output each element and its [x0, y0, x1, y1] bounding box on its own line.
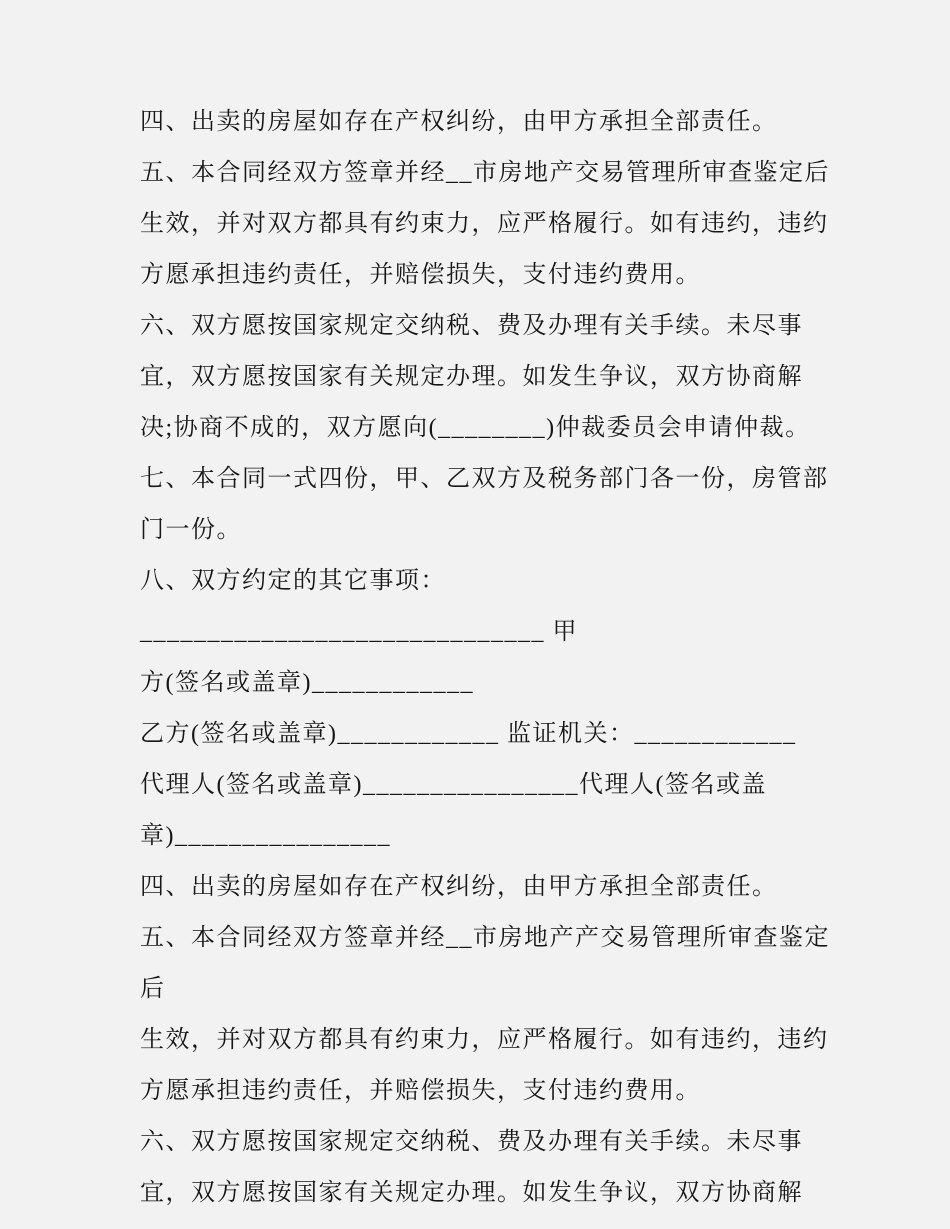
contract-line: 五、本合同经双方签章并经__市房地产交易管理所审查鉴定后 [140, 160, 830, 186]
contract-line: 四、出卖的房屋如存在产权纠纷，由甲方承担全部责任。 [140, 109, 778, 135]
contract-line: 八、双方约定的其它事项：______________________________ 甲 [140, 568, 578, 645]
contract-line: 宜，双方愿按国家有关规定办理。如发生争议，双方协商解 [140, 364, 803, 390]
contract-line: 七、本合同一式四份，甲、乙双方及税务部门各一份，房管部 [140, 466, 829, 492]
contract-line: 四、出卖的房屋如存在产权纠纷，由甲方承担全部责任。 [140, 874, 778, 900]
contract-line: 六、双方愿按国家规定交纳税、费及办理有关手续。未尽事 [140, 1129, 803, 1155]
contract-line: 宜，双方愿按国家有关规定办理。如发生争议，双方协商解 [140, 1180, 803, 1206]
contract-line: 代理人(签名或盖章)________________代理人(签名或盖 [140, 772, 767, 798]
contract-line: 乙方(签名或盖章)____________ 监证机关：____________ [140, 721, 797, 747]
contract-line: 方愿承担违约责任，并赔偿损失，支付违约费用。 [140, 262, 701, 288]
contract-line: 生效，并对双方都具有约束力，应严格履行。如有违约，违约 [140, 1027, 829, 1053]
contract-line: 方(签名或盖章)____________ [140, 670, 474, 696]
contract-line: 门一份。 [140, 517, 242, 543]
contract-line: 决;协商不成的，双方愿向(________)仲裁委员会申请仲裁。 [140, 415, 811, 441]
contract-line: 五、本合同经双方签章并经__市房地产产交易管理所审查鉴定后 [140, 925, 830, 1002]
contract-line: 六、双方愿按国家规定交纳税、费及办理有关手续。未尽事 [140, 313, 803, 339]
contract-line: 生效，并对双方都具有约束力，应严格履行。如有违约，违约 [140, 211, 829, 237]
contract-line: 章)________________ [140, 823, 391, 849]
contract-line: 方愿承担违约责任，并赔偿损失，支付违约费用。 [140, 1078, 701, 1104]
